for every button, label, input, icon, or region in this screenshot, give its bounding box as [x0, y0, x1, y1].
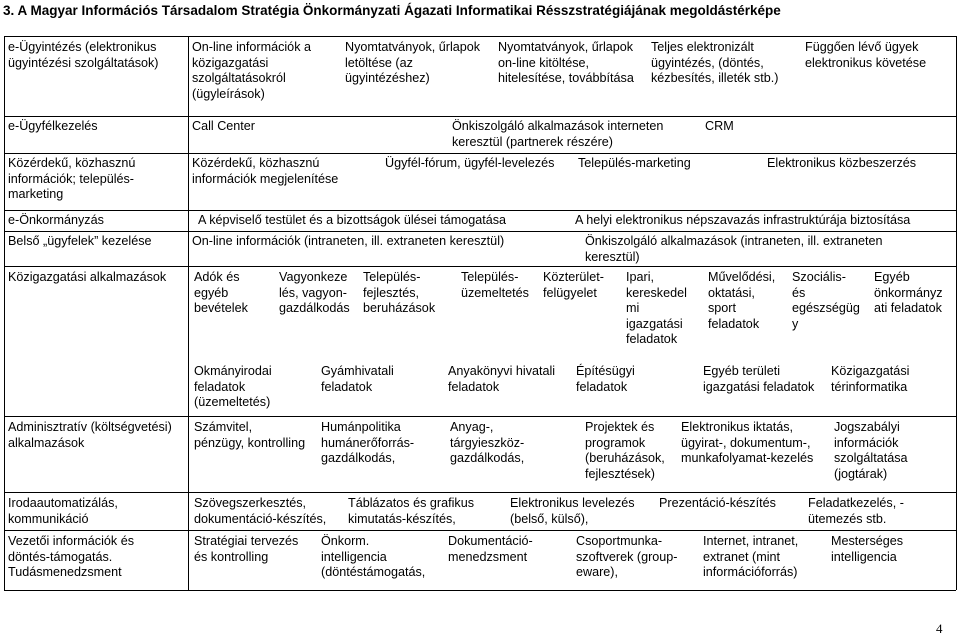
cell-r6-public-space: Közterület- felügyelet: [543, 270, 604, 300]
row-separator: [4, 416, 956, 417]
cell-r8-spreadsheets: Táblázatos és grafikus kimutatás-készítés,: [348, 496, 474, 526]
row-separator: [4, 530, 956, 531]
cell-r4-council: A képviselő testület és a bizottságok ülései támogatása: [198, 213, 507, 227]
row-separator: [4, 36, 956, 37]
cell-r6-taxes: Adók és egyéb bevételek: [194, 270, 248, 316]
cell-r1-tracking: Függően lévő ügyek elektronikus követése: [805, 40, 927, 70]
cell-r2-crm: CRM: [705, 119, 734, 133]
cell-r6-assets: Vagyonkeze lés, vagyon- gazdálkodás: [279, 270, 350, 316]
cell-r7-projects: Projektek és programok (beruházások, fejlesztések): [585, 420, 665, 481]
cell-r7-label: Adminisztratív (költségvetési) alkalmazások: [8, 420, 172, 450]
cell-r8-email: Elektronikus levelezés (belső, külső),: [510, 496, 635, 526]
cell-r8-label: Irodaautomatizálás, kommunikáció: [8, 496, 118, 526]
table-border-right: [956, 36, 957, 590]
cell-r1-label: e-Ügyintézés (elektronikus ügyintézési szolgáltatások): [8, 40, 159, 70]
cell-r6-development: Település- fejlesztés, beruházások: [363, 270, 436, 316]
cell-r1-forms-download: Nyomtatványok, űrlapok letöltése (az ügyintézéshez): [345, 40, 481, 86]
table-border-left: [4, 36, 5, 590]
cell-r8-word-processing: Szövegszerkesztés, dokumentáció-készítés,: [194, 496, 327, 526]
cell-r6-documents-office: Okmányirodai feladatok (üzemeltetés): [194, 364, 272, 410]
cell-r9-label: Vezetői információk és döntés-támogatás. Tudásmenedzsment: [8, 534, 134, 580]
cell-r8-presentation: Prezentáció-készítés: [659, 496, 776, 510]
cell-r4-label: e-Önkormányzás: [8, 213, 104, 227]
cell-r3-public-info: Közérdekű, közhasznú információk megjelenítése: [192, 156, 339, 186]
cell-r9-document-mgmt: Dokumentáció- menedzsment: [448, 534, 533, 564]
cell-r6-other: Egyéb önkormányz ati feladatok: [874, 270, 943, 316]
cell-r9-intelligence: Önkorm. intelligencia (döntéstámogatás,: [321, 534, 426, 580]
cell-r3-label: Közérdekű, közhasznú információk; település- marketing: [8, 156, 136, 202]
cell-r6-gis: Közigazgatási térinformatika: [831, 364, 910, 394]
row-separator: [4, 231, 956, 232]
row-separator: [4, 266, 956, 267]
cell-r6-registry: Anyakönyvi hivatali feladatok: [448, 364, 556, 394]
cell-r8-task-management: Feladatkezelés, - ütemezés stb.: [808, 496, 904, 526]
page-title: 3. A Magyar Információs Társadalom Stratégia Önkormányzati Ágazati Informatikai Résszstratégiájának megoldástérképe: [3, 3, 781, 18]
cell-r3-procurement: Elektronikus közbeszerzés: [767, 156, 917, 170]
cell-r6-guardianship: Gyámhivatali feladatok: [321, 364, 394, 394]
cell-r6-culture: Művelődési, oktatási, sport feladatok: [708, 270, 776, 331]
cell-r2-call-center: Call Center: [192, 119, 255, 133]
cell-r7-document-management: Elektronikus iktatás, ügyirat-, dokumentum-, munkafolyamat-kezelés: [681, 420, 814, 466]
cell-r7-hr: Humánpolitika humánerőforrás- gazdálkodás,: [321, 420, 415, 466]
cell-r7-legal-info: Jogszabályi információk szolgáltatása (jogtárak): [834, 420, 908, 481]
cell-r1-forms-online: Nyomtatványok, űrlapok on-line kitöltése, hitelesítése, továbbítása: [498, 40, 634, 86]
row-separator: [4, 116, 956, 117]
cell-r6-industry: Ipari, kereskedel mi igazgatási feladatok: [626, 270, 687, 347]
cell-r3-forum: Ügyfél-fórum, ügyfél-levelezés: [385, 156, 555, 170]
cell-r9-internet: Internet, intranet, extranet (mint információforrás): [703, 534, 799, 580]
cell-r2-self-service: Önkiszolgáló alkalmazások interneten keresztül (partnerek részére): [452, 119, 664, 149]
cell-r7-materials: Anyag-, tárgyieszköz- gazdálkodás,: [450, 420, 525, 466]
page-number: 4: [936, 621, 943, 636]
cell-r3-marketing: Település-marketing: [578, 156, 691, 170]
cell-r6-operation: Település- üzemeltetés: [461, 270, 529, 300]
cell-r5-label: Belső „ügyfelek” kezelése: [8, 234, 152, 248]
cell-r9-strategy: Stratégiai tervezés és kontrolling: [194, 534, 299, 564]
row-separator: [4, 590, 956, 591]
cell-r9-groupware: Csoportmunka- szoftverek (group- eware),: [576, 534, 678, 580]
cell-r2-label: e-Ügyfélkezelés: [8, 119, 98, 133]
cell-r1-online-info: On-line információk a közigazgatási szolgáltatásokról (ügyleírások): [192, 40, 311, 101]
row-separator: [4, 153, 956, 154]
cell-r6-label: Közigazgatási alkalmazások: [8, 270, 167, 284]
cell-r1-full-electronic: Teljes elektronizált ügyintézés, (döntés, kézbesítés, illeték stb.): [651, 40, 779, 86]
cell-r6-construction: Építésügyi feladatok: [576, 364, 635, 394]
cell-r5-self-service: Önkiszolgáló alkalmazások (intraneten, ill. extraneten keresztül): [585, 234, 883, 264]
cell-r5-online-info: On-line információk (intraneten, ill. extraneten keresztül): [192, 234, 505, 248]
label-column-separator: [188, 36, 189, 590]
cell-r4-referendum: A helyi elektronikus népszavazás infrastruktúrája biztosítása: [575, 213, 911, 227]
cell-r9-ai: Mesterséges intelligencia: [831, 534, 904, 564]
row-separator: [4, 210, 956, 211]
row-separator: [4, 492, 956, 493]
cell-r7-accounting: Számvitel, pénzügy, kontrolling: [194, 420, 306, 450]
cell-r6-social: Szociális- és egészségüg y: [792, 270, 860, 331]
cell-r6-regional: Egyéb területi igazgatási feladatok: [703, 364, 815, 394]
